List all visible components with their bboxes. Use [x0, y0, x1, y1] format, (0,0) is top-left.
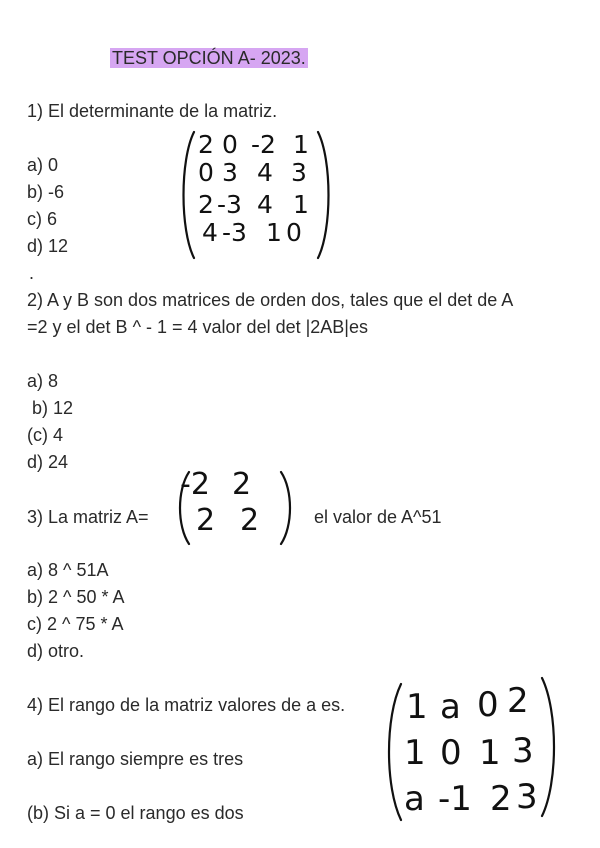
q2-question-line1: 2) A y B son dos matrices de orden dos, tales que el det de A — [27, 290, 514, 310]
q1-option-b: b) -6 — [27, 182, 65, 202]
q4-m-1-0: 1 — [404, 733, 426, 773]
q2-option-c: (c) 4 — [27, 425, 63, 445]
q4-m-0-1: a — [440, 687, 461, 727]
q1-m-3-0: 4 — [202, 218, 218, 247]
q2-question-line2: =2 y el det B ^ - 1 = 4 valor del det |2AB|es — [27, 317, 368, 337]
q3-m-0-1: 2 — [232, 467, 252, 502]
q3-option-a: a) 8 ^ 51A — [27, 560, 109, 580]
q3-m-0-0: -2 — [180, 467, 210, 502]
q1-option-c: c) 6 — [27, 209, 58, 229]
q4-m-2-2: 2 — [490, 779, 512, 819]
q3-matrix-right-bracket — [277, 470, 297, 546]
q1-m-3-2: 1 — [266, 218, 282, 247]
q1-m-0-2: -2 — [251, 130, 276, 159]
q1-m-1-2: 4 — [257, 158, 273, 187]
q1-option-d: d) 12 — [27, 236, 69, 256]
q1-m-3-3: 0 — [286, 218, 302, 247]
q3-m-1-1: 2 — [240, 503, 260, 538]
q4-m-2-3: 3 — [516, 777, 538, 817]
q3-prefix: 3) La matriz A= — [27, 507, 149, 527]
q1-m-3-1: -3 — [222, 218, 247, 247]
q3-suffix: el valor de A^51 — [314, 507, 442, 527]
q4-m-1-2: 1 — [479, 733, 501, 773]
q2-option-a: a) 8 — [27, 371, 59, 391]
q4-matrix-left-bracket — [383, 682, 405, 822]
q1-dot: . — [29, 263, 35, 283]
q3-option-c: c) 2 ^ 75 * A — [27, 614, 124, 634]
q4-m-1-3: 3 — [512, 731, 534, 771]
page-title — [110, 47, 308, 69]
q4-question: 4) El rango de la matriz valores de a es. — [27, 695, 346, 715]
q3-option-d: d) otro. — [27, 641, 85, 661]
q2-option-b: b) 12 — [27, 398, 74, 418]
q1-question: 1) El determinante de la matriz. — [27, 101, 278, 121]
q4-m-2-0: a — [404, 779, 425, 819]
q4-m-0-3: 2 — [507, 681, 529, 721]
q1-m-2-3: 1 — [293, 190, 309, 219]
q1-m-0-0: 2 — [198, 130, 214, 159]
q4-m-1-1: 0 — [440, 733, 462, 773]
q2-option-d: d) 24 — [27, 452, 69, 472]
q1-m-1-3: 3 — [291, 158, 307, 187]
q4-matrix-right-bracket — [538, 676, 560, 818]
q3-m-1-0: 2 — [196, 503, 216, 538]
q1-m-1-1: 3 — [222, 158, 238, 187]
q4-option-a: a) El rango siempre es tres — [27, 749, 244, 769]
q1-m-2-2: 4 — [257, 190, 273, 219]
q1-m-1-0: 0 — [198, 158, 214, 187]
q1-m-2-0: 2 — [198, 190, 214, 219]
q1-m-0-3: 1 — [293, 130, 309, 159]
q4-m-0-0: 1 — [406, 687, 428, 727]
q4-m-2-1: -1 — [438, 779, 472, 819]
q4-m-0-2: 0 — [477, 685, 499, 725]
q1-m-2-1: -3 — [217, 190, 242, 219]
title-highlight: TEST OPCIÓN A- 2023. — [112, 48, 306, 68]
q1-m-0-1: 0 — [222, 130, 238, 159]
q3-option-b: b) 2 ^ 50 * A — [27, 587, 125, 607]
q1-option-a: a) 0 — [27, 155, 59, 175]
q4-option-b: (b) Si a = 0 el rango es dos — [27, 803, 244, 823]
q1-matrix-left-bracket — [178, 130, 198, 260]
q1-matrix-right-bracket — [314, 130, 334, 260]
